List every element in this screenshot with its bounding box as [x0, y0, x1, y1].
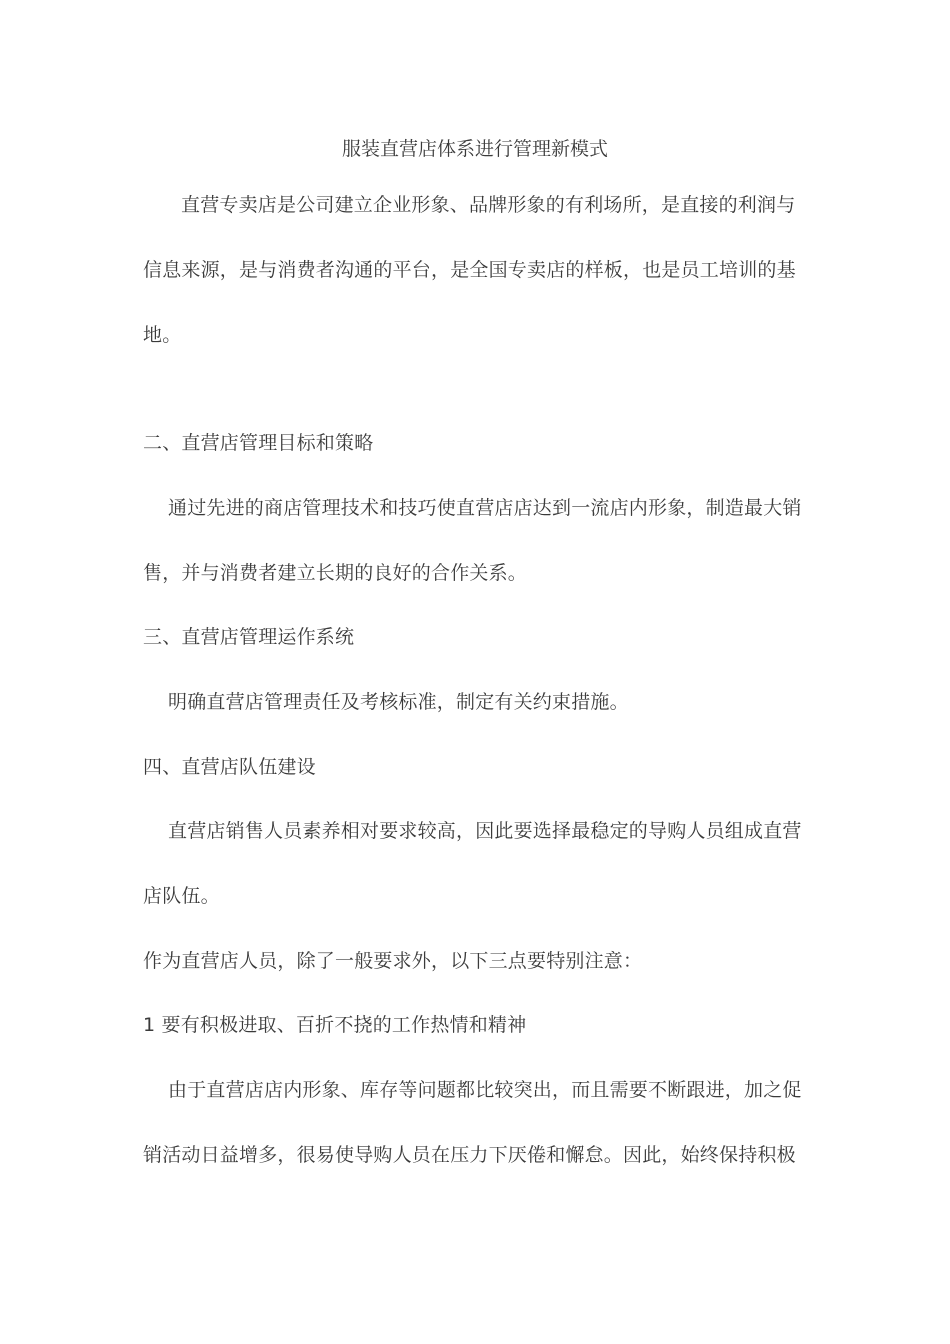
- section-2-body-line-2: 售，并与消费者建立长期的良好的合作关系。: [143, 562, 528, 584]
- section-2-body-line-1: 通过先进的商店管理技术和技巧使直营店店达到一流店内形象，制造最大销: [168, 497, 802, 519]
- section-2-heading: 二、直营店管理目标和策略: [143, 432, 374, 454]
- item-1-body-line-1: 由于直营店店内形象、库存等问题都比较突出，而且需要不断跟进，加之促: [168, 1079, 802, 1101]
- intro-line-3: 地。: [143, 324, 182, 346]
- intro-line-2: 信息来源，是与消费者沟通的平台，是全国专卖店的样板，也是员工培训的基: [143, 259, 796, 281]
- section-4-body-line-2: 店队伍。: [143, 885, 220, 907]
- document-title: 服装直营店体系进行管理新模式: [341, 138, 608, 160]
- section-4-note: 作为直营店人员，除了一般要求外，以下三点要特别注意：: [143, 950, 643, 972]
- intro-line-1: 直营专卖店是公司建立企业形象、品牌形象的有利场所，是直接的利润与: [181, 194, 796, 216]
- section-3-heading: 三、直营店管理运作系统: [143, 626, 355, 648]
- section-4-heading: 四、直营店队伍建设: [143, 756, 316, 778]
- item-1-body-line-2: 销活动日益增多，很易使导购人员在压力下厌倦和懈怠。因此，始终保持积极: [143, 1144, 796, 1166]
- section-3-body-line-1: 明确直营店管理责任及考核标准，制定有关约束措施。: [168, 691, 629, 713]
- item-1-heading: 1 要有积极进取、百折不挠的工作热情和精神: [143, 1014, 527, 1036]
- section-4-body-line-1: 直营店销售人员素养相对要求较高，因此要选择最稳定的导购人员组成直营: [168, 820, 802, 842]
